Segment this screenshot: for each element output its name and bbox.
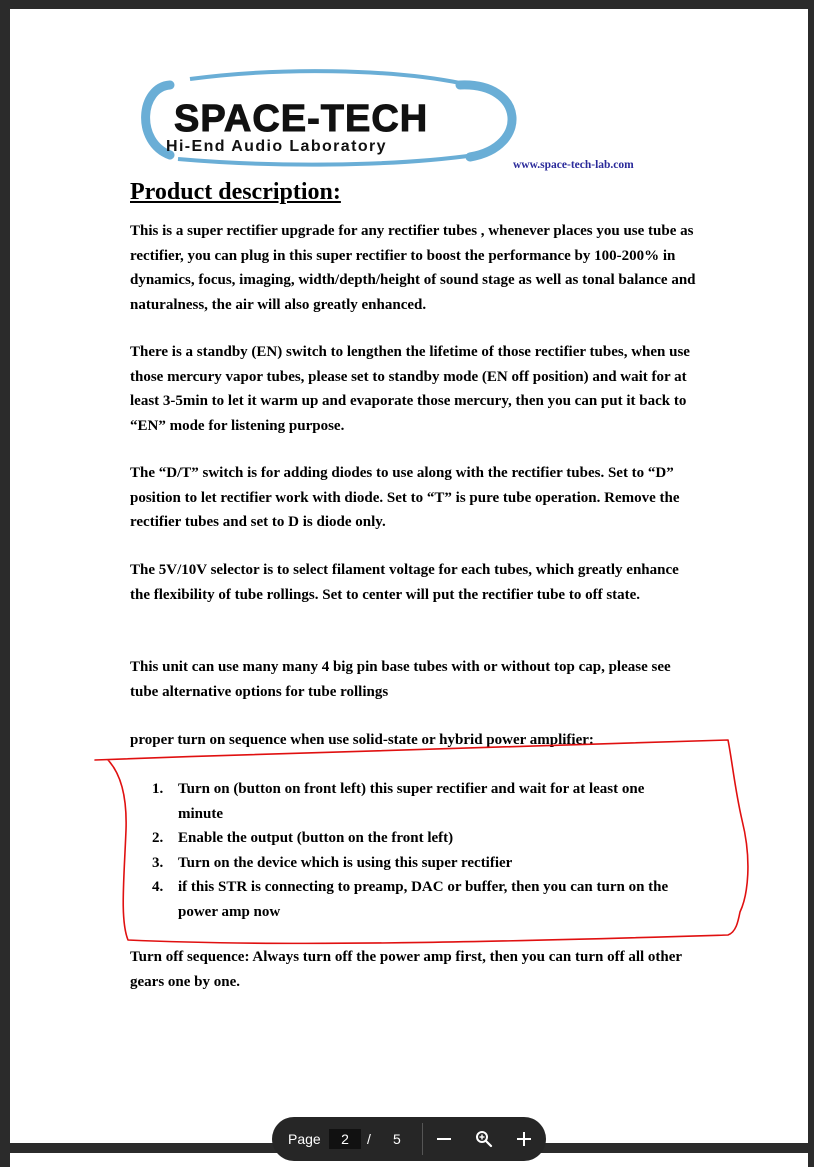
space-tech-logo <box>130 67 530 167</box>
paragraph-turn-off: Turn off sequence: Always turn off the power amp first, then you can turn off all other gears one by one. <box>130 949 682 990</box>
paragraph-intro: This is a super rectifier upgrade for any rectifier tubes , whenever places you use tube as rectifier, you can plug in this super rectifier to boost the performance by 100-200% in dynamics, focus, imaging, width/depth/height of sound stage as well as tonal balance and naturalness, the air will also greatly enhanced. <box>130 223 696 313</box>
toolbar-divider <box>422 1123 423 1155</box>
paragraph-dt-switch: The “D/T” switch is for adding diodes to use along with the rectifier tubes. Set to “D” position to let rectifier work with diode. Set to “T” is pure tube operation. Remove the rectifier tubes and set to D is diode only. <box>130 465 680 530</box>
list-item <box>152 777 692 826</box>
total-pages: 5 <box>393 1131 401 1147</box>
turn-on-steps-list <box>152 777 692 924</box>
paragraph-standby: There is a standby (EN) switch to lengthen the lifetime of those rectifier tubes, when use those mercury vapor tubes, please set to standby mode (EN off position) and wait for at least 3-5min to let it warm up and evaporate those mercury, then you can put it back to “EN” mode for listening purpose. <box>130 344 690 434</box>
page-title: Product description: <box>130 179 341 205</box>
plus-icon <box>516 1131 532 1147</box>
step-number: 1. <box>152 781 164 797</box>
zoom-out-button[interactable] <box>430 1125 458 1153</box>
minus-icon <box>436 1131 452 1147</box>
step-text: Turn on the device which is using this super rectifier <box>178 854 513 871</box>
website-link[interactable]: www.space-tech-lab.com <box>513 159 634 171</box>
step-number: 3. <box>152 854 164 871</box>
paragraph-sequence-intro: proper turn on sequence when use solid-state or hybrid power amplifier: <box>130 732 594 748</box>
step-number: 4. <box>152 879 164 895</box>
paragraph-tube-options: This unit can use many many 4 big pin base tubes with or without top cap, please see tube alternative options for tube rollings <box>130 659 671 700</box>
page-number-input[interactable] <box>329 1129 361 1149</box>
zoom-fit-button[interactable] <box>470 1125 498 1153</box>
document-page <box>10 9 808 1143</box>
page-toolbar <box>272 1117 546 1161</box>
logo-sub-text: Hi-End Audio Laboratory <box>166 138 387 155</box>
logo-main-text: SPACE-TECH <box>174 98 429 140</box>
list-item <box>152 851 692 876</box>
paragraph-voltage-selector: The 5V/10V selector is to select filament voltage for each tubes, which greatly enhance the flexibility of tube rollings. Set to center will put the rectifier tube to off state. <box>130 562 679 603</box>
step-text: Enable the output (button on the front left) <box>178 830 454 846</box>
page-label: Page <box>288 1131 321 1147</box>
list-item <box>152 875 692 924</box>
zoom-icon <box>475 1130 493 1148</box>
page-separator: / <box>367 1131 371 1147</box>
step-text: if this STR is connecting to preamp, DAC or buffer, then you can turn on the power amp now <box>178 879 669 920</box>
list-item <box>152 826 692 851</box>
zoom-in-button[interactable] <box>510 1125 538 1153</box>
step-text: Turn on (button on front left) this super rectifier and wait for at least one minute <box>178 781 645 822</box>
step-number: 2. <box>152 830 164 846</box>
